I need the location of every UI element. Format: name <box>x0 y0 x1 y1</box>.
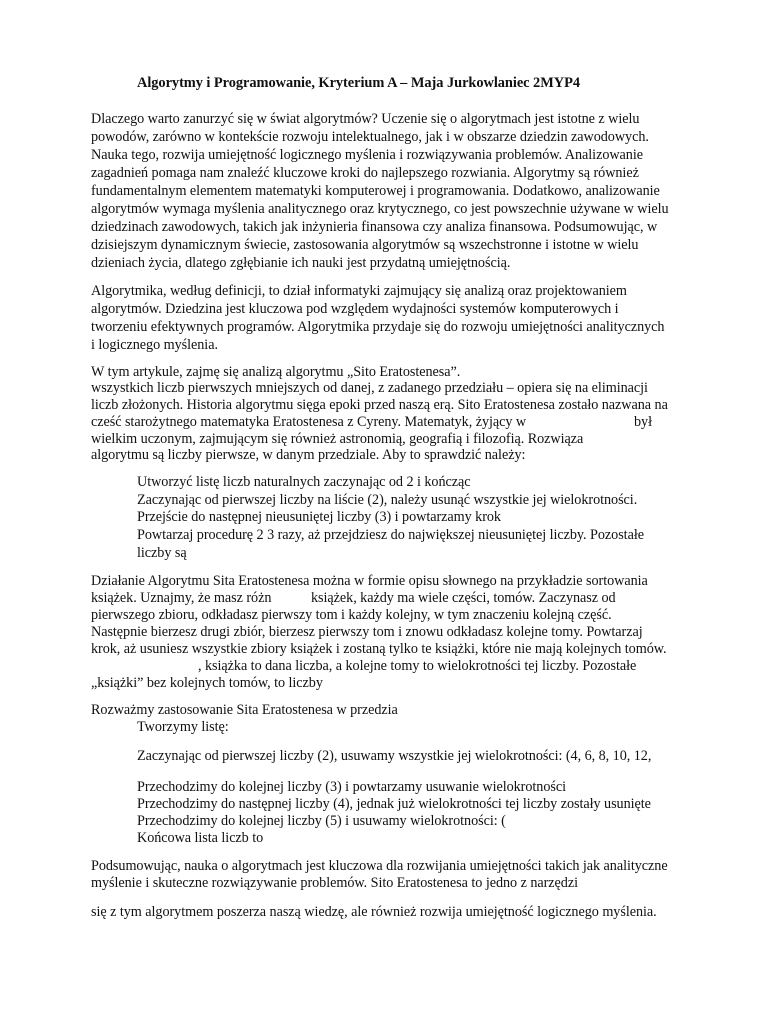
example-step: Tworzymy listę: <box>137 719 229 735</box>
example-step: Przechodzimy do następnej liczby (4), jednak już wielokrotności tej liczby zostały usunięte <box>137 796 651 812</box>
step-item: Powtarzaj procedurę 2 3 razy, aż przejdziesz do największej nieusuniętej liczby. Pozostałe <box>137 527 644 543</box>
step-item: Zaczynając od pierwszej liczby na liście (2), należy usunąć wszystkie jej wielokrotności. <box>137 492 638 508</box>
paragraph-2-line: Algorytmika, według definicji, to dział informatyki zajmujący się analizą oraz projektowaniem <box>91 283 627 299</box>
paragraph-4-line: Działanie Algorytmu Sita Eratostenesa można w formie opisu słownego na przykładzie sortowania <box>91 573 648 589</box>
paragraph-4-line-fragment: , książka to dana liczba, a kolejne tomy to wielokrotności tej liczby. Pozostałe <box>198 658 637 674</box>
paragraph-4-line-fragment: książek, każdy ma wiele części, tomów. Zaczynasz od <box>311 590 616 606</box>
paragraph-2-line: tworzeniu efektywnych programów. Algorytmika przydaje się do rozwoju umiejętności analitycznych <box>91 319 665 335</box>
paragraph-1-line: dzieniach życia, dlatego zgłębianie ich nauki jest przydatną umiejętnością. <box>91 255 511 271</box>
paragraph-3-line: wielkim uczonym, zajmującym się również astronomią, geografią i filozofią. Rozwiąza <box>91 431 584 447</box>
paragraph-3-line: cześć starożytnego matematyka Eratostenesa z Cyreny. Matematyk, żyjący w <box>91 414 527 430</box>
paragraph-4-line: pierwszego zbioru, odkładasz pierwszy tom i każdy kolejny, w tym znaczeniu kolejną część. <box>91 607 612 623</box>
document-title: Algorytmy i Programowanie, Kryterium A – Maja Jurkowlaniec 2MYP4 <box>137 75 580 91</box>
paragraph-3-line: W tym artykule, zajmę się analizą algorytmu „Sito Eratostenesa”. <box>91 364 461 380</box>
paragraph-4-line: Następnie bierzesz drugi zbiór, bierzesz pierwszy tom i znowu odkładasz kolejne tomy. Powtarzaj <box>91 624 643 640</box>
paragraph-1-line: algorytmów wymaga myślenia analitycznego oraz krytycznego, co jest powszechnie używane w wielu <box>91 201 669 217</box>
paragraph-3-line: algorytmu są liczby pierwsze, w danym przedziale. Aby to sprawdzić należy: <box>91 447 526 463</box>
paragraph-3-line-fragment: był <box>634 414 652 430</box>
paragraph-1-line: Dlaczego warto zanurzyć się w świat algorytmów? Uczenie się o algorytmach jest istotne z wielu <box>91 111 640 127</box>
example-step: Przechodzimy do kolejnej liczby (3) i powtarzamy usuwanie wielokrotności <box>137 779 566 795</box>
paragraph-1-line: zagadnień pomaga nam znaleźć kluczowe kroki do najlepszego rozwiania. Algorytmy są również <box>91 165 639 181</box>
example-step: Końcowa lista liczb to <box>137 830 264 846</box>
paragraph-3-line: liczb złożonych. Historia algorytmu sięga epoki przed naszą erą. Sito Eratostenesa zostało nazwana na <box>91 397 668 413</box>
conclusion-line: myślenie i skuteczne rozwiązywanie problemów. Sito Eratostenesa to jedno z narzędzi <box>91 875 578 891</box>
paragraph-1-line: Nauka tego, rozwija umiejętność logicznego myślenia i rozwiązywania problemów. Analizowanie <box>91 147 643 163</box>
paragraph-4-line: książek. Uznajmy, że masz różn <box>91 590 272 606</box>
example-step: Zaczynając od pierwszej liczby (2), usuwamy wszystkie jej wielokrotności: (4, 6, 8, 10, 12, <box>137 748 652 764</box>
paragraph-1-line: powodów, zarówno w kontekście rozwoju intelektualnego, jak i w obszarze dziedzin zawodowych. <box>91 129 649 145</box>
example-step: Przechodzimy do kolejnej liczby (5) i usuwamy wielokrotności: ( <box>137 813 506 829</box>
paragraph-1-line: fundamentalnym elementem matematyki komputerowej i programowania. Dodatkowo, analizowanie <box>91 183 660 199</box>
step-item: Przejście do następnej nieusuniętej liczby (3) i powtarzamy krok <box>137 509 501 525</box>
paragraph-1-line: dziedzinach zawodowych, takich jak inżynieria finansowa czy analiza finansowa. Podsumowując, w <box>91 219 658 235</box>
conclusion-line: się z tym algorytmem poszerza naszą wiedzę, ale również rozwija umiejętność logicznego myślenia. <box>91 904 657 920</box>
paragraph-2-line: i logicznego myślenia. <box>91 337 218 353</box>
example-intro: Rozważmy zastosowanie Sita Eratostenesa w przedzia <box>91 702 398 718</box>
paragraph-1-line: dzisiejszym dynamicznym świecie, zastosowania algorytmów są wszechstronne i istotne w wielu <box>91 237 639 253</box>
conclusion-line: Podsumowując, nauka o algorytmach jest kluczowa dla rozwijania umiejętności takich jak analityczne <box>91 858 668 874</box>
paragraph-3-line: wszystkich liczb pierwszych mniejszych od danej, z zadanego przedziału – opiera się na eliminacji <box>91 380 648 396</box>
paragraph-4-line: krok, aż usuniesz wszystkie zbiory książek i zostaną tylko te książki, które nie mają kolejnych tomów. <box>91 641 667 657</box>
paragraph-2-line: algorytmów. Dziedzina jest kluczowa pod względem wydajności systemów komputerowych i <box>91 301 619 317</box>
paragraph-4-line: „książki” bez kolejnych tomów, to liczby <box>91 675 323 691</box>
step-item: liczby są <box>137 545 187 561</box>
step-item: Utworzyć listę liczb naturalnych zaczynając od 2 i kończąc <box>137 474 471 490</box>
